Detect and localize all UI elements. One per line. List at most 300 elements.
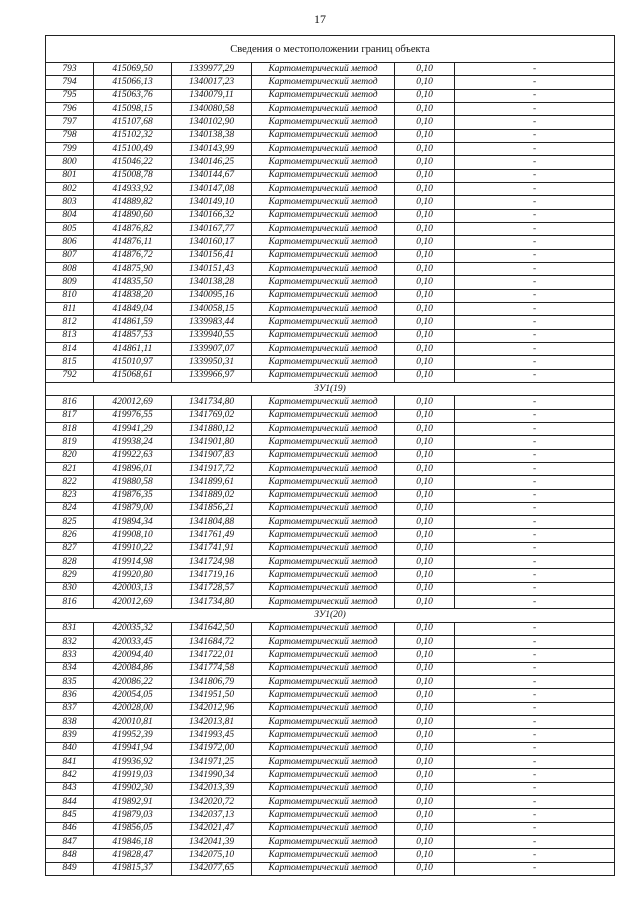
method-cell: Картометрический метод [252,462,395,475]
description-cell: - [455,222,615,235]
table-row [46,756,615,769]
accuracy-cell: 0,10 [395,222,455,235]
x-coordinate-cell: 415107,68 [94,116,172,129]
description-cell: - [455,862,615,875]
description-cell: - [455,476,615,489]
method-cell: Картометрический метод [252,476,395,489]
x-coordinate-cell: 419914,98 [94,556,172,569]
description-cell: - [455,502,615,515]
accuracy-cell: 0,10 [395,396,455,409]
description-cell: - [455,449,615,462]
table-row [46,396,615,409]
description-cell: - [455,63,615,76]
y-coordinate-cell: 1340156,41 [172,249,252,262]
accuracy-cell: 0,10 [395,809,455,822]
method-cell: Картометрический метод [252,862,395,875]
y-coordinate-cell: 1341728,57 [172,582,252,595]
description-cell: - [455,636,615,649]
x-coordinate-cell: 419908,10 [94,529,172,542]
x-coordinate-cell: 419941,29 [94,422,172,435]
description-cell: - [455,716,615,729]
accuracy-cell: 0,10 [395,196,455,209]
accuracy-cell: 0,10 [395,662,455,675]
point-number-cell: 813 [46,329,94,342]
accuracy-cell: 0,10 [395,156,455,169]
x-coordinate-cell: 419846,18 [94,836,172,849]
y-coordinate-cell: 1342012,96 [172,702,252,715]
y-coordinate-cell: 1340095,16 [172,289,252,302]
y-coordinate-cell: 1341804,88 [172,516,252,529]
y-coordinate-cell: 1341734,80 [172,596,252,609]
description-cell: - [455,316,615,329]
method-cell: Картометрический метод [252,516,395,529]
point-number-cell: 835 [46,676,94,689]
point-number-cell: 796 [46,102,94,115]
point-number-cell: 841 [46,756,94,769]
x-coordinate-cell: 419828,47 [94,849,172,862]
method-cell: Картометрический метод [252,796,395,809]
method-cell: Картометрический метод [252,542,395,555]
point-number-cell: 844 [46,796,94,809]
table-row [46,276,615,289]
y-coordinate-cell: 1341856,21 [172,502,252,515]
y-coordinate-cell: 1339983,44 [172,316,252,329]
table-row [46,836,615,849]
point-number-cell: 849 [46,862,94,875]
accuracy-cell: 0,10 [395,729,455,742]
point-number-cell: 842 [46,769,94,782]
point-number-cell: 838 [46,716,94,729]
point-number-cell: 798 [46,129,94,142]
y-coordinate-cell: 1341951,50 [172,689,252,702]
method-cell: Картометрический метод [252,236,395,249]
accuracy-cell: 0,10 [395,63,455,76]
accuracy-cell: 0,10 [395,462,455,475]
method-cell: Картометрический метод [252,316,395,329]
description-cell: - [455,129,615,142]
method-cell: Картометрический метод [252,809,395,822]
accuracy-cell: 0,10 [395,249,455,262]
y-coordinate-cell: 1340138,28 [172,276,252,289]
table-row [46,449,615,462]
x-coordinate-cell: 419936,92 [94,756,172,769]
accuracy-cell: 0,10 [395,302,455,315]
description-cell: - [455,742,615,755]
accuracy-cell: 0,10 [395,89,455,102]
point-number-cell: 806 [46,236,94,249]
accuracy-cell: 0,10 [395,422,455,435]
x-coordinate-cell: 414933,92 [94,182,172,195]
table-row [46,569,615,582]
accuracy-cell: 0,10 [395,329,455,342]
table-row [46,502,615,515]
point-number-cell: 833 [46,649,94,662]
section-label: ЗУ1(20) [46,609,615,622]
method-cell: Картометрический метод [252,716,395,729]
x-coordinate-cell: 420012,69 [94,396,172,409]
accuracy-cell: 0,10 [395,822,455,835]
accuracy-cell: 0,10 [395,516,455,529]
description-cell: - [455,569,615,582]
x-coordinate-cell: 415069,50 [94,63,172,76]
method-cell: Картометрический метод [252,729,395,742]
accuracy-cell: 0,10 [395,169,455,182]
table-row [46,582,615,595]
x-coordinate-cell: 420094,40 [94,649,172,662]
table-row [46,489,615,502]
y-coordinate-cell: 1339940,55 [172,329,252,342]
method-cell: Картометрический метод [252,142,395,155]
x-coordinate-cell: 420084,86 [94,662,172,675]
accuracy-cell: 0,10 [395,262,455,275]
description-cell: - [455,249,615,262]
point-number-cell: 839 [46,729,94,742]
point-number-cell: 805 [46,222,94,235]
description-cell: - [455,596,615,609]
description-cell: - [455,116,615,129]
section-label: ЗУ1(19) [46,382,615,395]
accuracy-cell: 0,10 [395,369,455,382]
y-coordinate-cell: 1342041,39 [172,836,252,849]
description-cell: - [455,582,615,595]
description-cell: - [455,436,615,449]
x-coordinate-cell: 415068,61 [94,369,172,382]
y-coordinate-cell: 1340146,25 [172,156,252,169]
point-number-cell: 821 [46,462,94,475]
y-coordinate-cell: 1340058,15 [172,302,252,315]
description-cell: - [455,422,615,435]
description-cell: - [455,782,615,795]
description-cell: - [455,356,615,369]
y-coordinate-cell: 1341917,72 [172,462,252,475]
table-row [46,622,615,635]
description-cell: - [455,849,615,862]
table-row [46,249,615,262]
point-number-cell: 819 [46,436,94,449]
table-row [46,196,615,209]
point-number-cell: 843 [46,782,94,795]
table-row [46,422,615,435]
point-number-cell: 826 [46,529,94,542]
x-coordinate-cell: 419941,94 [94,742,172,755]
description-cell: - [455,836,615,849]
y-coordinate-cell: 1341719,16 [172,569,252,582]
description-cell: - [455,796,615,809]
point-number-cell: 797 [46,116,94,129]
point-number-cell: 800 [46,156,94,169]
table-row [46,63,615,76]
method-cell: Картометрический метод [252,569,395,582]
description-cell: - [455,169,615,182]
method-cell: Картометрический метод [252,769,395,782]
y-coordinate-cell: 1341899,61 [172,476,252,489]
method-cell: Картометрический метод [252,182,395,195]
point-number-cell: 824 [46,502,94,515]
description-cell: - [455,809,615,822]
y-coordinate-cell: 1341990,34 [172,769,252,782]
point-number-cell: 846 [46,822,94,835]
point-number-cell: 818 [46,422,94,435]
x-coordinate-cell: 420086,22 [94,676,172,689]
description-cell: - [455,556,615,569]
accuracy-cell: 0,10 [395,836,455,849]
description-cell: - [455,822,615,835]
table-row [46,476,615,489]
method-cell: Картометрический метод [252,249,395,262]
y-coordinate-cell: 1341972,00 [172,742,252,755]
accuracy-cell: 0,10 [395,716,455,729]
y-coordinate-cell: 1339966,97 [172,369,252,382]
table-row [46,369,615,382]
method-cell: Картометрический метод [252,169,395,182]
accuracy-cell: 0,10 [395,342,455,355]
y-coordinate-cell: 1341907,83 [172,449,252,462]
table-row [46,556,615,569]
accuracy-cell: 0,10 [395,409,455,422]
y-coordinate-cell: 1340167,77 [172,222,252,235]
method-cell: Картометрический метод [252,782,395,795]
point-number-cell: 831 [46,622,94,635]
x-coordinate-cell: 415098,15 [94,102,172,115]
description-cell: - [455,756,615,769]
table-row [46,289,615,302]
point-number-cell: 816 [46,396,94,409]
table-row [46,316,615,329]
y-coordinate-cell: 1340102,90 [172,116,252,129]
description-cell: - [455,729,615,742]
point-number-cell: 815 [46,356,94,369]
description-cell: - [455,542,615,555]
table-row [46,796,615,809]
x-coordinate-cell: 419920,80 [94,569,172,582]
accuracy-cell: 0,10 [395,636,455,649]
y-coordinate-cell: 1341724,98 [172,556,252,569]
y-coordinate-cell: 1341761,49 [172,529,252,542]
y-coordinate-cell: 1342075,10 [172,849,252,862]
x-coordinate-cell: 420010,81 [94,716,172,729]
description-cell: - [455,689,615,702]
x-coordinate-cell: 419856,05 [94,822,172,835]
x-coordinate-cell: 419879,03 [94,809,172,822]
y-coordinate-cell: 1341774,58 [172,662,252,675]
x-coordinate-cell: 420054,05 [94,689,172,702]
point-number-cell: 827 [46,542,94,555]
method-cell: Картометрический метод [252,742,395,755]
table-row [46,129,615,142]
method-cell: Картометрический метод [252,849,395,862]
y-coordinate-cell: 1341971,25 [172,756,252,769]
point-number-cell: 822 [46,476,94,489]
description-cell: - [455,209,615,222]
accuracy-cell: 0,10 [395,502,455,515]
accuracy-cell: 0,10 [395,529,455,542]
method-cell: Картометрический метод [252,342,395,355]
y-coordinate-cell: 1341734,80 [172,396,252,409]
x-coordinate-cell: 414838,20 [94,289,172,302]
description-cell: - [455,462,615,475]
method-cell: Картометрический метод [252,76,395,89]
point-number-cell: 802 [46,182,94,195]
y-coordinate-cell: 1341993,45 [172,729,252,742]
accuracy-cell: 0,10 [395,436,455,449]
description-cell: - [455,529,615,542]
x-coordinate-cell: 414875,90 [94,262,172,275]
description-cell: - [455,769,615,782]
point-number-cell: 825 [46,516,94,529]
point-number-cell: 828 [46,556,94,569]
y-coordinate-cell: 1340166,32 [172,209,252,222]
table-row [46,676,615,689]
x-coordinate-cell: 419976,55 [94,409,172,422]
accuracy-cell: 0,10 [395,76,455,89]
method-cell: Картометрический метод [252,422,395,435]
y-coordinate-cell: 1341880,12 [172,422,252,435]
table-row [46,222,615,235]
point-number-cell: 848 [46,849,94,862]
table-row [46,182,615,195]
method-cell: Картометрический метод [252,262,395,275]
table-row [46,329,615,342]
y-coordinate-cell: 1340138,38 [172,129,252,142]
description-cell: - [455,102,615,115]
x-coordinate-cell: 420033,45 [94,636,172,649]
method-cell: Картометрический метод [252,489,395,502]
x-coordinate-cell: 414876,11 [94,236,172,249]
x-coordinate-cell: 419922,63 [94,449,172,462]
point-number-cell: 810 [46,289,94,302]
method-cell: Картометрический метод [252,129,395,142]
point-number-cell: 794 [46,76,94,89]
section-header-row [46,609,615,622]
y-coordinate-cell: 1340079,11 [172,89,252,102]
point-number-cell: 799 [46,142,94,155]
point-number-cell: 837 [46,702,94,715]
table-row [46,636,615,649]
description-cell: - [455,369,615,382]
method-cell: Картометрический метод [252,276,395,289]
description-cell: - [455,622,615,635]
method-cell: Картометрический метод [252,676,395,689]
method-cell: Картометрический метод [252,836,395,849]
table-row [46,436,615,449]
accuracy-cell: 0,10 [395,582,455,595]
description-cell: - [455,329,615,342]
accuracy-cell: 0,10 [395,116,455,129]
accuracy-cell: 0,10 [395,449,455,462]
table-row [46,529,615,542]
x-coordinate-cell: 414876,72 [94,249,172,262]
method-cell: Картометрический метод [252,756,395,769]
table-row [46,409,615,422]
description-cell: - [455,409,615,422]
method-cell: Картометрический метод [252,396,395,409]
x-coordinate-cell: 419938,24 [94,436,172,449]
x-coordinate-cell: 419880,58 [94,476,172,489]
point-number-cell: 830 [46,582,94,595]
x-coordinate-cell: 420028,00 [94,702,172,715]
accuracy-cell: 0,10 [395,782,455,795]
x-coordinate-cell: 419952,39 [94,729,172,742]
method-cell: Картометрический метод [252,196,395,209]
accuracy-cell: 0,10 [395,756,455,769]
accuracy-cell: 0,10 [395,356,455,369]
x-coordinate-cell: 419910,22 [94,542,172,555]
method-cell: Картометрический метод [252,529,395,542]
x-coordinate-cell: 415066,13 [94,76,172,89]
point-number-cell: 807 [46,249,94,262]
method-cell: Картометрический метод [252,596,395,609]
x-coordinate-cell: 419896,01 [94,462,172,475]
table-row [46,262,615,275]
point-number-cell: 820 [46,449,94,462]
x-coordinate-cell: 415010,97 [94,356,172,369]
description-cell: - [455,182,615,195]
method-cell: Картометрический метод [252,156,395,169]
table-row [46,689,615,702]
accuracy-cell: 0,10 [395,556,455,569]
x-coordinate-cell: 419876,35 [94,489,172,502]
table-row [46,742,615,755]
accuracy-cell: 0,10 [395,796,455,809]
description-cell: - [455,276,615,289]
y-coordinate-cell: 1341722,01 [172,649,252,662]
point-number-cell: 847 [46,836,94,849]
y-coordinate-cell: 1340080,58 [172,102,252,115]
accuracy-cell: 0,10 [395,862,455,875]
description-cell: - [455,396,615,409]
y-coordinate-cell: 1340151,43 [172,262,252,275]
accuracy-cell: 0,10 [395,276,455,289]
x-coordinate-cell: 415102,32 [94,129,172,142]
method-cell: Картометрический метод [252,436,395,449]
description-cell: - [455,516,615,529]
point-number-cell: 834 [46,662,94,675]
y-coordinate-cell: 1340143,99 [172,142,252,155]
table-row [46,769,615,782]
description-cell: - [455,262,615,275]
method-cell: Картометрический метод [252,702,395,715]
y-coordinate-cell: 1342013,39 [172,782,252,795]
point-number-cell: 809 [46,276,94,289]
method-cell: Картометрический метод [252,502,395,515]
description-cell: - [455,302,615,315]
y-coordinate-cell: 1341901,80 [172,436,252,449]
description-cell: - [455,676,615,689]
accuracy-cell: 0,10 [395,476,455,489]
accuracy-cell: 0,10 [395,316,455,329]
accuracy-cell: 0,10 [395,236,455,249]
description-cell: - [455,196,615,209]
x-coordinate-cell: 420012,69 [94,596,172,609]
x-coordinate-cell: 415100,49 [94,142,172,155]
point-number-cell: 795 [46,89,94,102]
x-coordinate-cell: 420035,32 [94,622,172,635]
point-number-cell: 817 [46,409,94,422]
description-cell: - [455,236,615,249]
point-number-cell: 832 [46,636,94,649]
description-cell: - [455,342,615,355]
y-coordinate-cell: 1340017,23 [172,76,252,89]
x-coordinate-cell: 414861,11 [94,342,172,355]
x-coordinate-cell: 419919,03 [94,769,172,782]
table-row [46,782,615,795]
point-number-cell: 811 [46,302,94,315]
method-cell: Картометрический метод [252,63,395,76]
x-coordinate-cell: 414857,53 [94,329,172,342]
table-row [46,516,615,529]
accuracy-cell: 0,10 [395,702,455,715]
accuracy-cell: 0,10 [395,649,455,662]
